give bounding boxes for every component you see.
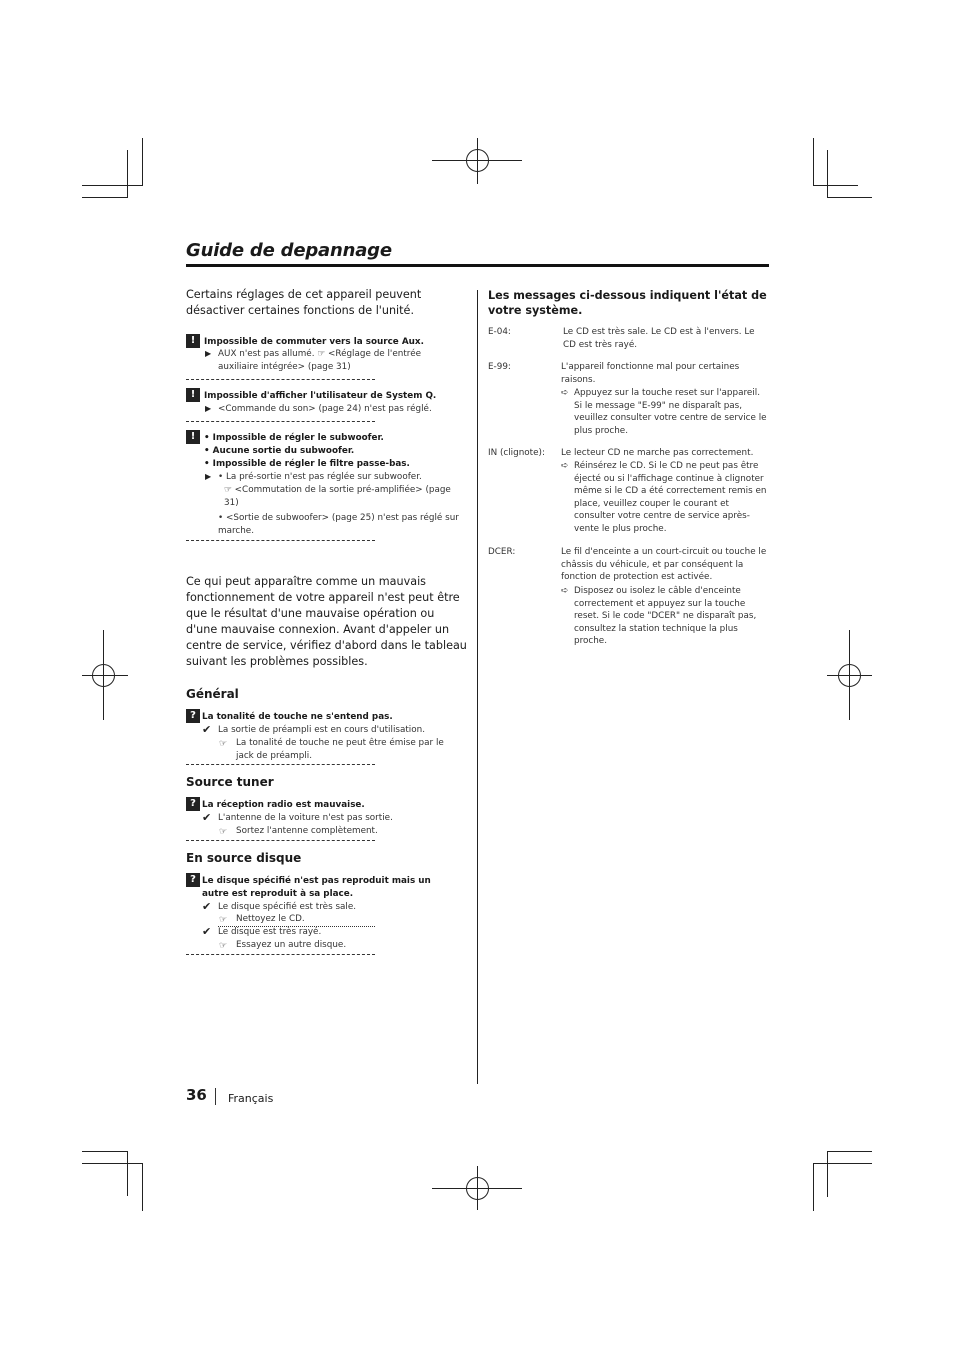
cause-dirty-disc: Le disque spécifié est très sale. — [218, 902, 357, 912]
fix-antenna: Sortez l'antenne complètement. — [236, 826, 378, 836]
error-text-in: Le lecteur CD ne marche pas correctement. — [561, 448, 754, 458]
warning-title-subwoofer-1: • Impossible de régler le subwoofer. — [204, 433, 384, 443]
hand-pointer-icon: ☞ — [219, 739, 228, 749]
hand-pointer-icon: ☞ — [219, 941, 228, 951]
problem-radio-reception: La réception radio est mauvaise. — [202, 800, 365, 810]
hand-pointer-icon: ☞ — [219, 827, 228, 837]
arrow-icon: ▶ — [205, 349, 212, 358]
warning-ref-subwoofer: ☞ <Commutation de la sortie pré-amplifiée> (page 31) — [224, 485, 451, 508]
separator — [186, 954, 375, 955]
error-code-e99: E-99: — [488, 362, 511, 372]
error-text-dcer: Le fil d'enceinte a un court-circuit ou touche le châssis du véhicule, et par conséquent la fonction de protection est activée. — [561, 547, 767, 583]
page-number-divider — [215, 1088, 216, 1105]
warning-icon: ! — [186, 430, 200, 444]
fix-clean-disc: Nettoyez le CD. — [236, 914, 305, 924]
title-rule — [186, 264, 769, 267]
page-title: Guide de depannage — [186, 240, 392, 261]
fix-other-disc: Essayez un autre disque. — [236, 940, 347, 950]
separator — [186, 764, 375, 765]
section-heading-messages: Les messages ci-dessous indiquent l'état de votre système. — [488, 289, 767, 317]
section-heading-disc: En source disque — [186, 851, 302, 865]
warning-title-subwoofer-3: • Impossible de régler le filtre passe-bas. — [204, 459, 410, 469]
separator — [186, 840, 375, 841]
page-number: 36 — [186, 1086, 207, 1104]
warning-icon: ! — [186, 388, 200, 402]
warning-text-subwoofer-2: • <Sortie de subwoofer> (page 25) n'est pas réglé sur marche. — [218, 513, 459, 536]
section-heading-tuner: Source tuner — [186, 775, 274, 789]
question-icon: ? — [186, 873, 200, 887]
cause-antenna: L'antenne de la voiture n'est pas sortie. — [218, 813, 393, 823]
cause-scratched-disc: Le disque est très rayé. — [218, 927, 322, 937]
cause-preamp: La sortie de préampli est en cours d'utilisation. — [218, 725, 426, 735]
error-fix-dcer: Disposez ou isolez le câble d'enceinte correctement et appuyez sur la touche reset. Si le code "DCER" ne disparaît pas, consultez la station technique la plus proche. — [574, 586, 757, 647]
hint-arrow-icon: ➪ — [561, 586, 569, 596]
check-icon: ✔ — [202, 723, 212, 736]
question-icon: ? — [186, 797, 200, 811]
error-text-e99: L'appareil fonctionne mal pour certaines raisons. — [561, 362, 740, 385]
hint-arrow-icon: ➪ — [561, 461, 569, 471]
warning-title-system-q: Impossible d'afficher l'utilisateur de System Q. — [204, 391, 437, 401]
hand-pointer-icon: ☞ — [219, 915, 228, 925]
column-divider — [477, 290, 478, 1084]
error-fix-in: Réinsérez le CD. Si le CD ne peut pas être éjecté ou si l'affichage continue à clignoter même si le CD a été correctement remis en place, veuillez couper le courant et consulter votre centre de service après-vente le plus proche. — [574, 461, 767, 534]
warning-title-subwoofer-2: • Aucune sortie du subwoofer. — [204, 446, 355, 456]
separator — [186, 379, 375, 380]
problem-key-tone: La tonalité de touche ne s'entend pas. — [202, 712, 393, 722]
separator — [186, 540, 375, 541]
fix-preamp: La tonalité de touche ne peut être émise par le jack de préampli. — [236, 738, 444, 761]
separator — [186, 421, 375, 422]
warning-title-aux: Impossible de commuter vers la source Aux. — [204, 337, 424, 347]
warning-text-system-q: <Commande du son> (page 24) n'est pas réglé. — [218, 404, 432, 414]
warning-icon: ! — [186, 334, 200, 348]
check-icon: ✔ — [202, 900, 212, 913]
problem-wrong-disc: Le disque spécifié n'est pas reproduit mais un autre est reproduit à sa place. — [202, 876, 431, 899]
error-code-dcer: DCER: — [488, 547, 516, 557]
question-icon: ? — [186, 709, 200, 723]
error-code-e04: E-04: — [488, 327, 511, 337]
error-fix-e99: Appuyez sur la touche reset sur l'appareil. Si le message "E-99" ne disparaît pas, veuillez consulter votre centre de service le plus proche. — [574, 388, 767, 436]
arrow-icon: ▶ — [205, 404, 212, 413]
arrow-icon: ▶ — [205, 472, 212, 481]
hint-arrow-icon: ➪ — [561, 388, 569, 398]
intro-paragraph-troubleshooting: Ce qui peut apparaître comme un mauvais fonctionnement de votre appareil n'est peut être que le résultat d'une mauvaise opération ou d'une mauvaise connexion. Avant d'appeler un centre de service, vérifiez d'abord dans le tableau suivant les problèmes possibles. — [186, 575, 467, 668]
page-language: Français — [228, 1092, 274, 1105]
check-icon: ✔ — [202, 811, 212, 824]
section-heading-general: Général — [186, 687, 239, 701]
error-text-e04: Le CD est très sale. Le CD est à l'envers. Le CD est très rayé. — [563, 327, 755, 350]
warning-text-aux: AUX n'est pas allumé. ☞ <Réglage de l'entrée auxiliaire intégrée> (page 31) — [218, 349, 422, 372]
warning-text-subwoofer-1: • La pré-sortie n'est pas réglée sur subwoofer. — [218, 472, 422, 482]
error-code-in: IN (clignote): — [488, 448, 545, 458]
check-icon: ✔ — [202, 925, 212, 938]
intro-paragraph-settings: Certains réglages de cet appareil peuvent désactiver certaines fonctions de l'unité. — [186, 288, 422, 317]
